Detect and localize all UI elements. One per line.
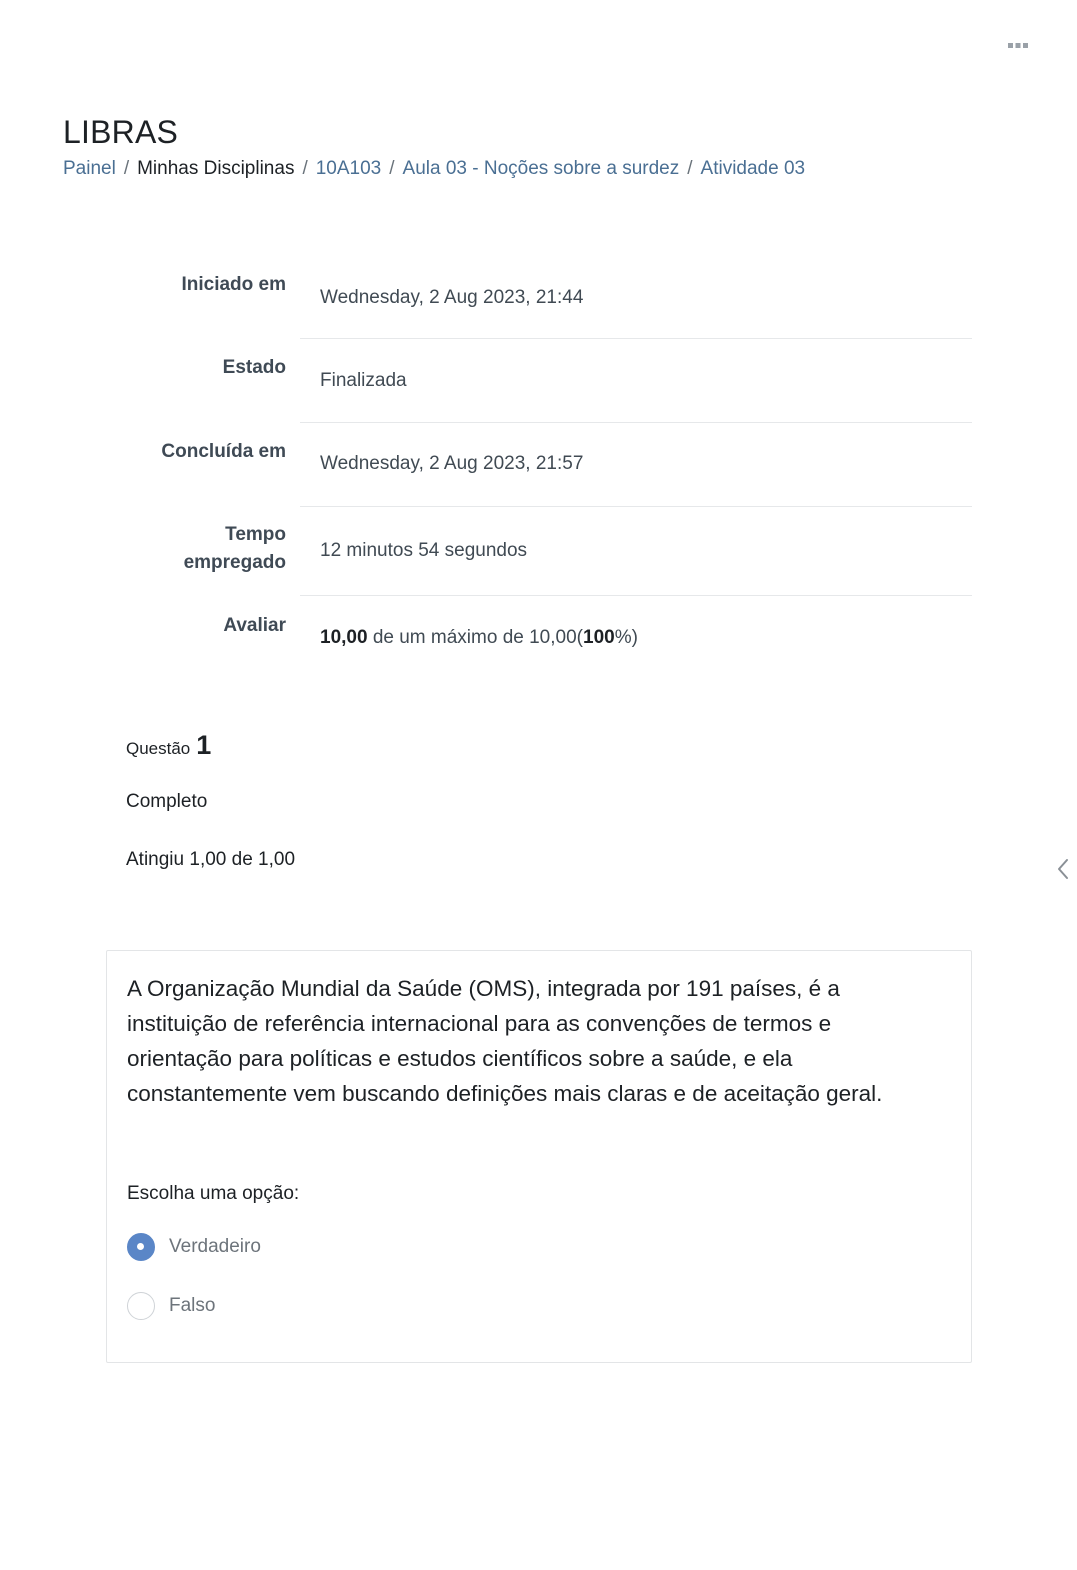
question-number-value: 1 bbox=[196, 730, 212, 760]
question-state: Completo bbox=[126, 791, 208, 812]
grade-score: 10,00 bbox=[320, 627, 368, 648]
state-label: Estado bbox=[222, 357, 286, 378]
time-taken-label-line1: Tempo bbox=[225, 524, 286, 545]
grade-percent-suffix: %) bbox=[614, 627, 638, 648]
more-options-button[interactable] bbox=[1003, 36, 1033, 56]
option-label: Verdadeiro bbox=[169, 1236, 261, 1257]
question-content-box bbox=[106, 950, 972, 1363]
breadcrumb-item-section[interactable]: Aula 03 - Noções sobre a surdez bbox=[402, 158, 680, 179]
summary-row-started bbox=[106, 254, 972, 339]
breadcrumb-separator: / bbox=[123, 158, 130, 179]
question-info bbox=[126, 730, 295, 871]
option-label: Falso bbox=[169, 1295, 216, 1316]
breadcrumb-item-minhas-disciplinas: Minhas Disciplinas bbox=[137, 158, 295, 179]
time-taken-label bbox=[106, 507, 300, 596]
option-verdadeiro[interactable] bbox=[127, 1233, 261, 1261]
state-value: Finalizada bbox=[320, 370, 407, 391]
summary-row-completed bbox=[106, 423, 972, 507]
started-value: Wednesday, 2 Aug 2023, 21:44 bbox=[320, 287, 584, 308]
question-number bbox=[126, 730, 295, 761]
time-taken-label-line2: empregado bbox=[183, 552, 286, 573]
grade-max-text: de um máximo de 10,00( bbox=[367, 627, 583, 648]
chevron-left-icon bbox=[1054, 857, 1072, 881]
summary-row-grade bbox=[106, 596, 972, 676]
started-label: Iniciado em bbox=[181, 274, 286, 295]
grade-value bbox=[300, 596, 972, 676]
radio-unselected-icon[interactable] bbox=[127, 1292, 155, 1320]
summary-row-state bbox=[106, 339, 972, 423]
time-taken-value: 12 minutos 54 segundos bbox=[320, 540, 528, 561]
breadcrumb-separator: / bbox=[389, 158, 395, 179]
breadcrumb-item-course[interactable]: 10A103 bbox=[315, 158, 382, 179]
grade-percent: 100 bbox=[583, 627, 615, 648]
grade-label: Avaliar bbox=[223, 615, 286, 636]
breadcrumb-separator: / bbox=[687, 158, 693, 179]
summary-row-time-taken bbox=[106, 507, 972, 596]
drawer-toggle-button[interactable] bbox=[1054, 857, 1072, 881]
question-text: A Organização Mundial da Saúde (OMS), integrada por 191 países, é a instituição de referência internacional para as convenções de termos e orientação para políticas e estudos científicos sobre a saúde, e ela constantemente vem buscando definições mais claras e de aceitação geral. bbox=[127, 976, 883, 1106]
breadcrumb-separator: / bbox=[302, 158, 308, 179]
question-prompt: Escolha uma opção: bbox=[127, 1183, 300, 1204]
completed-value: Wednesday, 2 Aug 2023, 21:57 bbox=[320, 453, 584, 474]
page-title: LIBRAS bbox=[63, 114, 179, 150]
completed-label: Concluída em bbox=[161, 441, 286, 462]
option-falso[interactable] bbox=[127, 1292, 215, 1320]
radio-selected-icon[interactable] bbox=[127, 1233, 155, 1261]
breadcrumb-item-activity[interactable]: Atividade 03 bbox=[700, 158, 806, 179]
breadcrumb-item-painel[interactable]: Painel bbox=[63, 158, 116, 179]
question-label: Questão bbox=[126, 739, 191, 758]
attempt-summary-table bbox=[106, 254, 972, 676]
ellipsis-icon bbox=[1007, 42, 1029, 50]
question-grade: Atingiu 1,00 de 1,00 bbox=[126, 849, 296, 870]
breadcrumb bbox=[63, 158, 805, 180]
